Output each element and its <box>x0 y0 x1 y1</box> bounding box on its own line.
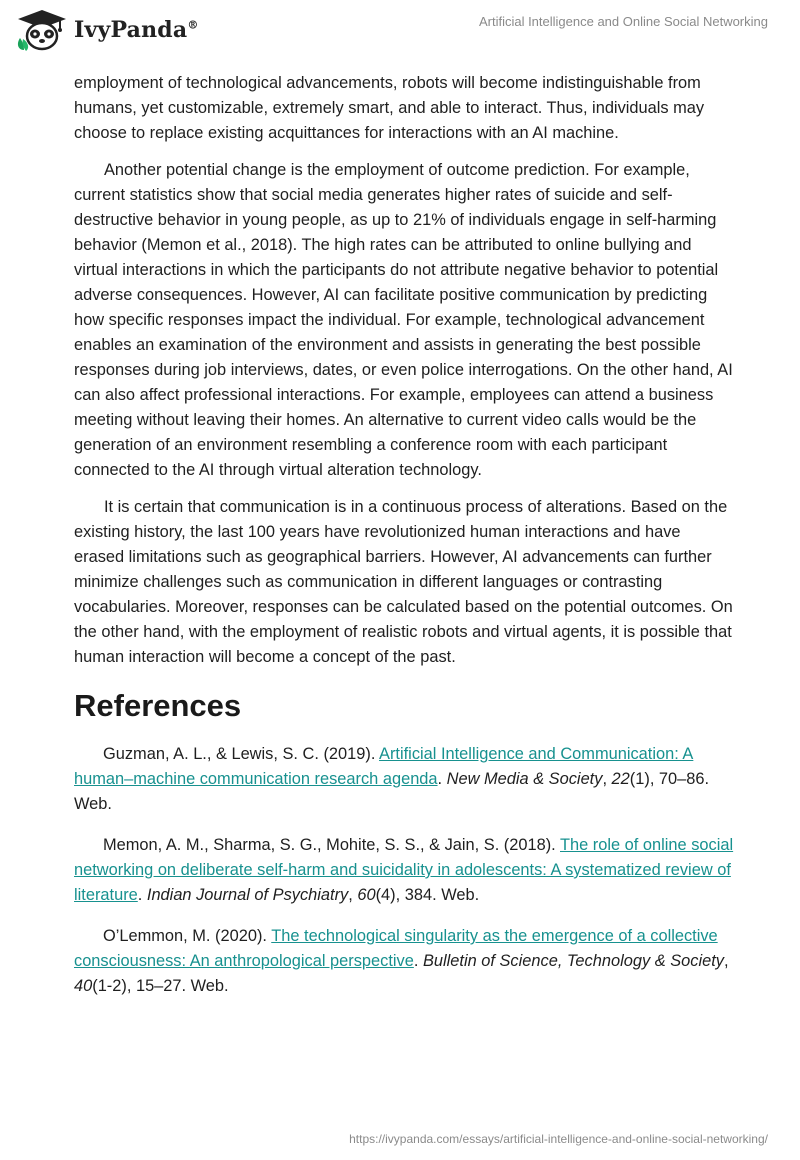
page-header <box>0 0 800 64</box>
reference-link[interactable]: The role of online social networking on deliberate self-harm and suicidality in adolescents: A systematized review of literature <box>74 836 734 904</box>
panda-icon <box>14 8 70 52</box>
references-heading: References <box>74 688 242 723</box>
paragraph: Another potential change is the employment of outcome prediction. For example, current statistics show that social media generates higher rates of suicide and self-destructive behavior in young people, as up to 21% of individuals engage in self-harming behavior (Memon et al., 2018). The high rates can be attributed to online bullying and virtual interactions in which the participants do not attribute negative behavior to potential adverse consequences. However, AI can facilitate positive communication by predicting how specific responses impact the individual. For example, technological advancement enables an examination of the environment and assists in generating the best possible responses during job interviews, dates, or even police interrogations. On the other hand, AI can also affect professional interactions. For example, employees can attend a business meeting without leaving their homes. An alternative to current video calls would be the generation of an environment resembling a conference room with each participant connected to the AI through virtual alteration technology. <box>74 161 733 479</box>
essay-content <box>74 71 734 1015</box>
reference-entry: O’Lemmon, M. (2020). The technological singularity as the emergence of a collective consciousness: An anthropological perspective. Bulletin of Science, Technology & Society, 40(1-2), 15–27. Web. <box>74 927 729 995</box>
source-url[interactable]: https://ivypanda.com/essays/artificial-intelligence-and-online-social-networking/ <box>349 1132 768 1146</box>
reference-link[interactable]: Artificial Intelligence and Communication: A human–machine communication research agenda <box>74 745 694 788</box>
paragraph-continued: employment of technological advancements, robots will become indistinguishable from humans, yet customizable, extremely smart, and able to interact. Thus, individuals may choose to replace existing acquittances for interactions with an AI machine. <box>74 74 705 142</box>
brand-name: IvyPanda® <box>74 17 199 43</box>
ivypanda-logo[interactable] <box>14 8 199 52</box>
document-title: Artificial Intelligence and Online Social Networking <box>478 14 768 29</box>
reference-link[interactable]: The technological singularity as the emergence of a collective consciousness: An anthropological perspective <box>74 927 718 970</box>
reference-entry: Memon, A. M., Sharma, S. G., Mohite, S. S., & Jain, S. (2018). The role of online social networking on deliberate self-harm and suicidality in adolescents: A systematized review of literature. Indian Journal of Psychiatry, 60(4), 384. Web. <box>74 836 734 904</box>
reference-entry: Guzman, A. L., & Lewis, S. C. (2019). Artificial Intelligence and Communication: A human–machine communication research agenda. New Media & Society, 22(1), 70–86. Web. <box>74 745 710 813</box>
paragraph: It is certain that communication is in a continuous process of alterations. Based on the existing history, the last 100 years have revolutionized human interactions and have erased limitations such as geographical barriers. However, AI advancements can further minimize challenges such as communication in different languages or contrasting vocabularies. Moreover, responses can be calculated based on the potential outcomes. On the other hand, with the employment of realistic robots and virtual agents, it is possible that human interaction will become a concept of the past. <box>74 498 733 666</box>
